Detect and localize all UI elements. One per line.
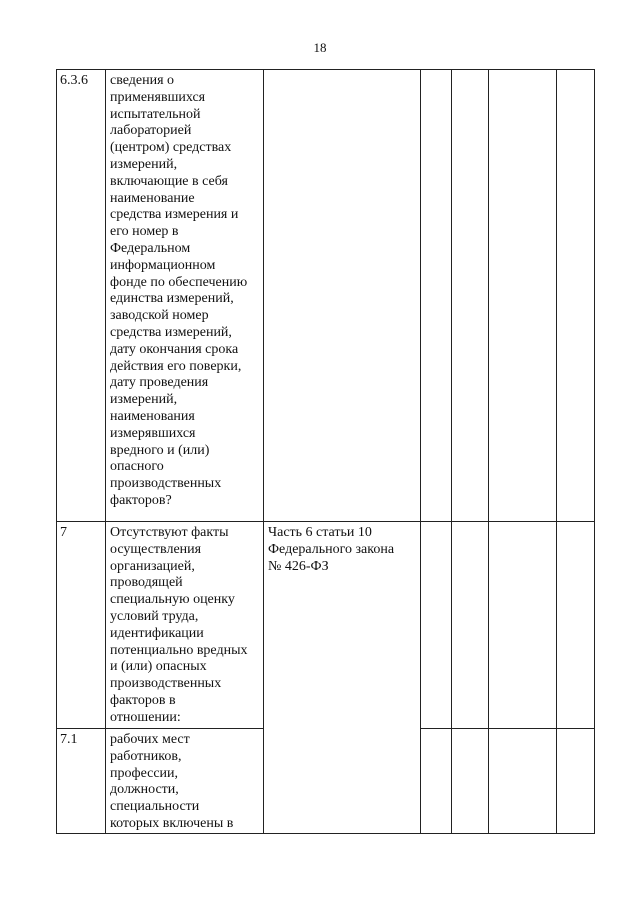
item-reference xyxy=(264,70,421,522)
answer-cell-yes[interactable] xyxy=(421,729,452,834)
answer-cell-not-applicable[interactable] xyxy=(489,729,557,834)
answer-cell-not-applicable[interactable] xyxy=(489,522,557,729)
item-reference xyxy=(264,522,421,834)
item-question xyxy=(106,729,264,834)
item-number: 7.1 xyxy=(57,729,106,834)
answer-cell-yes[interactable] xyxy=(421,522,452,729)
item-question xyxy=(106,522,264,729)
answer-cell-no[interactable] xyxy=(452,70,489,522)
item-number: 6.3.6 xyxy=(57,70,106,522)
checklist-table xyxy=(56,69,595,834)
answer-cell-note[interactable] xyxy=(557,70,595,522)
item-question-text: Отсутствуют факты осуществления организацией, проводящей специальную оценку условий труда, идентификации потенциально вредных и (или) опасных производственных факторов в отношении: xyxy=(110,525,248,725)
answer-cell-note[interactable] xyxy=(557,729,595,834)
answer-cell-not-applicable[interactable] xyxy=(489,70,557,522)
item-question-text: сведения о применявшихся испытательной лабораторией (центром) средствах измерений, включающие в себя наименование средства измерения и его номер в Федеральном информационном фонде по обеспечению единства измерений, заводской номер средства измерений, дату окончания срока действия его поверки, дату проведения измерений, наименования измерявшихся вредного и (или) опасного производственных факторов? xyxy=(110,73,248,508)
item-reference-text: Часть 6 статьи 10 Федерального закона № 426-ФЗ xyxy=(268,525,395,574)
page-number: 18 xyxy=(313,40,327,55)
item-question xyxy=(106,70,264,522)
answer-cell-no[interactable] xyxy=(452,522,489,729)
table-row xyxy=(57,70,595,522)
item-number: 7 xyxy=(57,522,106,729)
answer-cell-note[interactable] xyxy=(557,522,595,729)
answer-cell-no[interactable] xyxy=(452,729,489,834)
table-row xyxy=(57,522,595,729)
item-question-text: рабочих мест работников, профессии, должности, специальности которых включены в xyxy=(110,732,234,831)
answer-cell-yes[interactable] xyxy=(421,70,452,522)
